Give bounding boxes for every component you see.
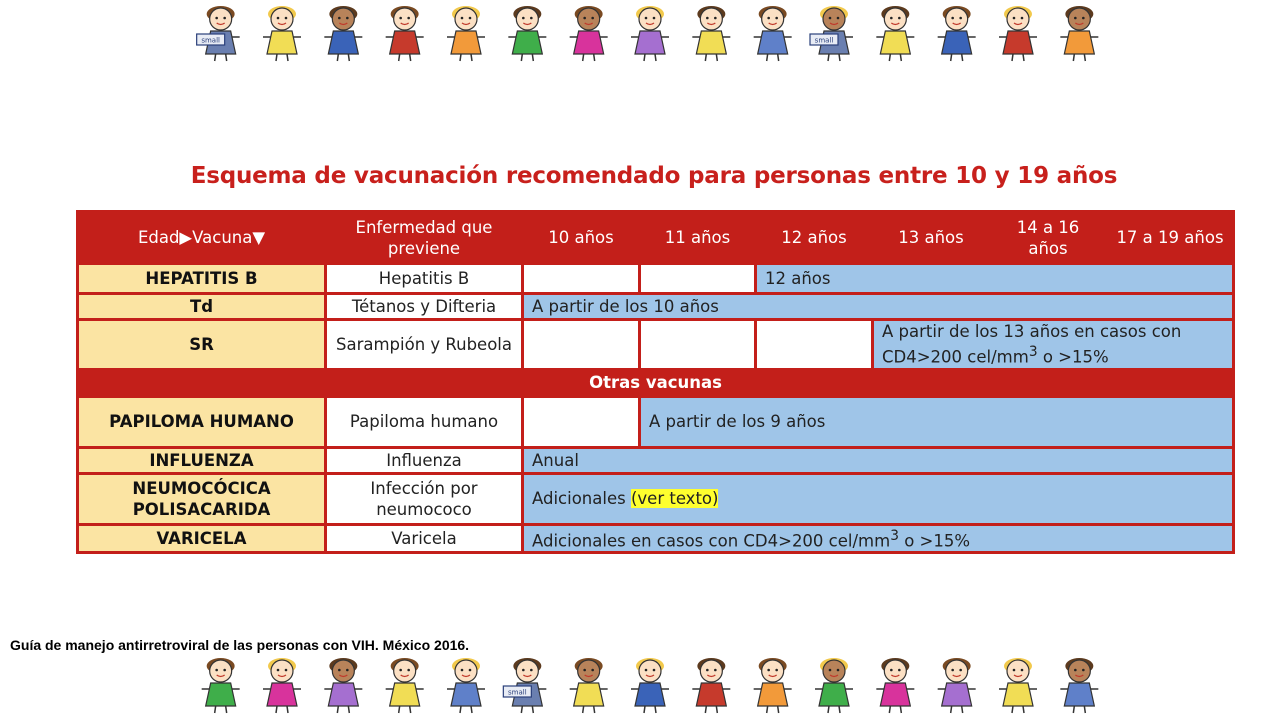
header-age-12: 12 años <box>756 212 873 264</box>
section-row-otras-vacunas <box>78 369 1234 396</box>
header-age-14-16: 14 a 16 años <box>990 212 1107 264</box>
child-figure <box>570 6 608 61</box>
child-figure <box>263 658 301 713</box>
header-disease: Enfermedad que previene <box>326 212 523 264</box>
vaccine-name: HEPATITIS B <box>78 264 326 294</box>
kids-decoration-bottom <box>190 656 1110 716</box>
child-figure <box>692 658 730 713</box>
vaccination-schedule-table <box>76 210 1235 554</box>
citation: Guía de manejo antirretroviral de las personas con VIH. México 2016. <box>10 637 470 653</box>
table-header-row <box>78 212 1234 264</box>
superscript: 3 <box>1028 344 1038 360</box>
kids-decoration-top <box>190 4 1110 64</box>
empty-cell <box>523 396 640 447</box>
child-figure <box>263 6 301 61</box>
header-age-vaccine: Edad▶Vacuna▼ <box>78 212 326 264</box>
disease-name: Hepatitis B <box>326 264 523 294</box>
child-figure <box>324 658 362 713</box>
child-figure <box>999 6 1037 61</box>
sign-label: small <box>201 36 220 45</box>
child-figure <box>876 6 914 61</box>
page-title: Esquema de vacunación recomendado para personas entre 10 y 19 años <box>190 163 1118 189</box>
header-age-17-19: 17 a 19 años <box>1107 212 1234 264</box>
section-label: Otras vacunas <box>78 369 1234 396</box>
sign <box>810 34 838 45</box>
coverage-text: A partir de los 13 años en casos con CD4>200 cel/mm <box>882 322 1182 367</box>
child-figure <box>692 6 730 61</box>
children-illustration-bottom <box>190 656 1110 716</box>
vaccine-name: PAPILOMA HUMANO <box>78 396 326 447</box>
highlighted-note: (ver texto) <box>630 489 719 508</box>
disease-name: Influenza <box>326 447 523 473</box>
table-row-papiloma <box>78 396 1234 447</box>
vaccine-name: SR <box>78 320 326 370</box>
child-figure <box>324 6 362 61</box>
child-figure <box>1060 6 1098 61</box>
table-row-sr <box>78 320 1234 370</box>
children-illustration-top <box>190 4 1110 64</box>
coverage-text: Adicionales en casos con CD4>200 cel/mm <box>532 531 891 550</box>
header-age-13: 13 años <box>873 212 990 264</box>
disease-name: Papiloma humano <box>326 396 523 447</box>
child-figure <box>754 6 792 61</box>
child-figure <box>631 658 669 713</box>
coverage-cell: A partir de los 9 años <box>640 396 1234 447</box>
coverage-cell: A partir de los 10 años <box>523 294 1234 320</box>
header-age-11: 11 años <box>640 212 756 264</box>
child-figure <box>938 658 976 713</box>
child-figure <box>938 6 976 61</box>
table-row-neumococica <box>78 473 1234 524</box>
sign <box>197 34 225 45</box>
superscript: 3 <box>890 527 899 544</box>
coverage-text: Adicionales <box>532 489 626 508</box>
child-figure <box>999 658 1037 713</box>
coverage-cell: 12 años <box>756 264 1234 294</box>
table-row-influenza <box>78 447 1234 473</box>
table-row-varicela <box>78 524 1234 553</box>
coverage-cell <box>523 473 1234 524</box>
child-figure <box>447 6 485 61</box>
vaccine-name: Td <box>78 294 326 320</box>
disease-name: Infección por neumococo <box>326 473 523 524</box>
empty-cell <box>523 320 640 370</box>
child-figure <box>386 658 424 713</box>
child-figure <box>1060 658 1098 713</box>
child-figure <box>815 658 853 713</box>
disease-name: Tétanos y Difteria <box>326 294 523 320</box>
table-row-td <box>78 294 1234 320</box>
child-figure <box>447 658 485 713</box>
child-figure <box>876 658 914 713</box>
child-figure <box>754 658 792 713</box>
vaccine-name: VARICELA <box>78 524 326 553</box>
child-figure <box>570 658 608 713</box>
child-figure <box>386 6 424 61</box>
empty-cell <box>640 264 756 294</box>
coverage-text-end: o >15% <box>1042 347 1109 367</box>
empty-cell <box>523 264 640 294</box>
table-row-hepatitis-b <box>78 264 1234 294</box>
vaccine-name: INFLUENZA <box>78 447 326 473</box>
coverage-cell: Anual <box>523 447 1234 473</box>
child-figure <box>508 6 546 61</box>
coverage-cell <box>523 524 1234 553</box>
sign <box>503 686 531 697</box>
child-figure <box>631 6 669 61</box>
header-age-10: 10 años <box>523 212 640 264</box>
sign-label: small <box>508 688 527 697</box>
empty-cell <box>756 320 873 370</box>
empty-cell <box>640 320 756 370</box>
child-figure <box>202 658 240 713</box>
coverage-text-end: o >15% <box>904 531 971 550</box>
sign-label: small <box>814 36 834 45</box>
vaccine-name: NEUMOCÓCICA POLISACARIDA <box>78 473 326 524</box>
disease-name: Varicela <box>326 524 523 553</box>
disease-name: Sarampión y Rubeola <box>326 320 523 370</box>
coverage-cell <box>873 320 1234 370</box>
